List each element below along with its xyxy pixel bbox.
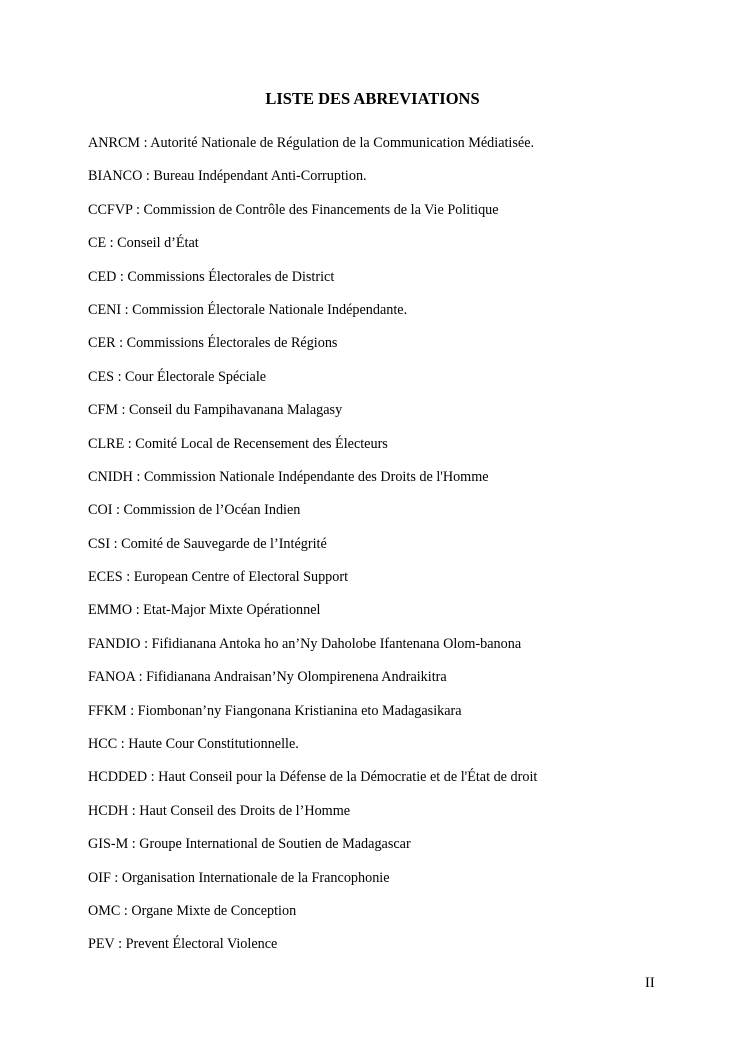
list-item: ANRCM : Autorité Nationale de Régulation de la Communication Médiatisée. bbox=[88, 135, 535, 151]
list-item: CNIDH : Commission Nationale Indépendante des Droits de l'Homme bbox=[88, 468, 489, 485]
list-item: FANOA : Fifidianana Andraisan’Ny Olompirenena Andraikitra bbox=[88, 669, 447, 686]
page-number: II bbox=[645, 975, 655, 991]
list-item: HCDH : Haut Conseil des Droits de l’Homme bbox=[88, 802, 351, 819]
list-item: CER : Commissions Électorales de Régions bbox=[88, 335, 338, 352]
list-item: GIS-M : Groupe International de Soutien de Madagascar bbox=[88, 836, 411, 853]
list-item: CSI : Comité de Sauvegarde de l’Intégrité bbox=[88, 535, 327, 552]
list-item: EMMO : Etat-Major Mixte Opérationnel bbox=[88, 602, 321, 619]
list-item: CENI : Commission Électorale Nationale Indépendante. bbox=[88, 301, 408, 318]
list-item: OMC : Organe Mixte de Conception bbox=[88, 902, 297, 919]
page-title: LISTE DES ABREVIATIONS bbox=[265, 89, 480, 108]
list-item: CFM : Conseil du Fampihavanana Malagasy bbox=[88, 402, 343, 419]
list-item: CLRE : Comité Local de Recensement des Électeurs bbox=[88, 435, 388, 452]
list-item: OIF : Organisation Internationale de la Francophonie bbox=[88, 869, 390, 886]
list-item: PEV : Prevent Électoral Violence bbox=[88, 936, 278, 953]
list-item: CCFVP : Commission de Contrôle des Financements de la Vie Politique bbox=[88, 201, 499, 218]
list-item: HCC : Haute Cour Constitutionnelle. bbox=[88, 736, 299, 753]
list-item: HCDDED : Haut Conseil pour la Défense de la Démocratie et de l'État de droit bbox=[88, 769, 538, 786]
abbreviation-list bbox=[88, 133, 537, 968]
list-item: CES : Cour Électorale Spéciale bbox=[88, 368, 267, 385]
list-item: FFKM : Fiombonan’ny Fiangonana Kristianina eto Madagasikara bbox=[88, 702, 462, 719]
list-item: CED : Commissions Électorales de District bbox=[88, 268, 335, 285]
list-item: CE : Conseil d’État bbox=[88, 235, 199, 252]
list-item: FANDIO : Fifidianana Antoka ho an’Ny Daholobe Ifantenana Olom-banona bbox=[88, 635, 522, 652]
list-item: COI : Commission de l’Océan Indien bbox=[88, 502, 301, 519]
list-item: ECES : European Centre of Electoral Support bbox=[88, 569, 349, 586]
list-item: BIANCO : Bureau Indépendant Anti-Corruption. bbox=[88, 168, 367, 185]
